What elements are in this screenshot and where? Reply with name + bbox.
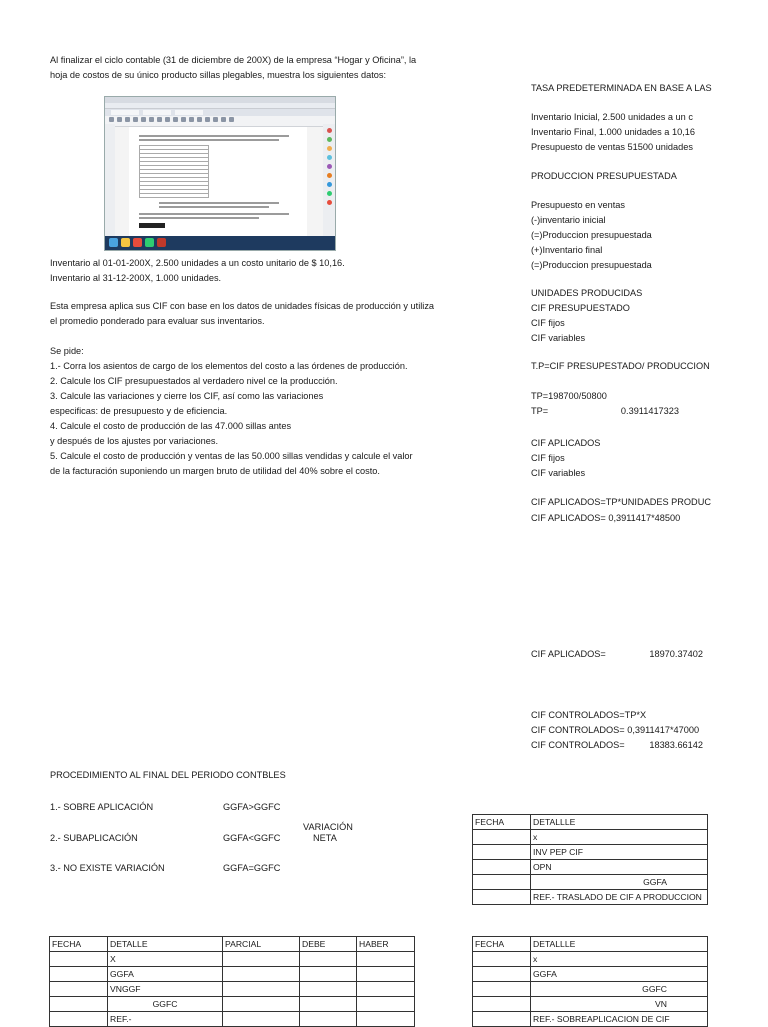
table-row xyxy=(50,982,415,997)
tp-formula: T.P=CIF PRESUPESTADO/ PRODUCCION xyxy=(531,361,710,371)
header-fecha: FECHA xyxy=(50,937,108,952)
table-row xyxy=(50,997,415,1012)
header-detalle: DETALLE xyxy=(108,937,223,952)
controlled-result-value: 18383.66142 xyxy=(649,740,703,750)
case-label-under-application: 2.- SUBAPLICACIÓN xyxy=(50,833,138,843)
inventory-budget-line: Inventario Inicial, 2.500 unidades a un c xyxy=(531,112,693,122)
task-item: 2. Calcule los CIF presupuestados al verdadero nivel ce la producción. xyxy=(50,376,338,386)
cell-detalle: REF.- xyxy=(108,1012,223,1027)
controlled-formula: CIF CONTROLADOS=TP*X xyxy=(531,710,647,720)
table-row xyxy=(50,1012,415,1027)
cell-detalle: x xyxy=(531,952,708,967)
inventory-line-2: Inventario al 31-12-200X, 1.000 unidades. xyxy=(50,273,222,283)
cell-detalle: REF.- TRASLADO DE CIF A PRODUCCION xyxy=(531,890,708,905)
cell-detalle: OPN xyxy=(531,860,708,875)
header-debe: DEBE xyxy=(300,937,357,952)
tasks-list xyxy=(50,344,413,479)
controlled-calc: CIF CONTROLADOS= 0,3911417*47000 xyxy=(531,725,700,735)
inventory-budget-lines xyxy=(531,110,695,155)
applied-result-value: 18970.37402 xyxy=(649,649,703,659)
table-row xyxy=(473,890,708,905)
units-line: UNIDADES PRODUCIDAS xyxy=(531,288,643,298)
header-detalle: DETALLLE xyxy=(531,815,708,830)
tasks-heading: Se pide: xyxy=(50,346,84,356)
cell-detalle: VNGGF xyxy=(108,982,223,997)
table-row xyxy=(473,845,708,860)
inventory-line-1: Inventario al 01-01-200X, 2.500 unidades a un costo unitario de $ 10,16. xyxy=(50,258,345,268)
screenshot-tabbar xyxy=(105,109,335,116)
applied-line: CIF fijos xyxy=(531,453,565,463)
table-row xyxy=(473,860,708,875)
applied-formula: CIF APLICADOS=TP*UNIDADES PRODUC xyxy=(531,497,711,507)
procedure-title: PROCEDIMIENTO AL FINAL DEL PERIODO CONTBLES xyxy=(50,770,286,780)
units-line: CIF variables xyxy=(531,333,586,343)
task-item: de la facturación suponiendo un margen bruto de utilidad del 40% sobre el costo. xyxy=(50,466,380,476)
applied-result-label: CIF APLICADOS= xyxy=(531,649,606,659)
inventory-budget-line: Presupuesto de ventas 51500 unidades xyxy=(531,142,693,152)
case-formula-under-application: GGFA<GGFC xyxy=(223,833,281,843)
cell-detalle: GGFA xyxy=(531,875,708,890)
cell-detalle: X xyxy=(108,952,223,967)
screenshot-taskbar xyxy=(105,236,335,250)
net-label: NETA xyxy=(313,833,337,843)
screenshot-page xyxy=(129,127,307,236)
tp-value: 0.3911417323 xyxy=(620,406,679,416)
table-row xyxy=(473,952,708,967)
table-row xyxy=(473,982,708,997)
case-formula-no-variation: GGFA=GGFC xyxy=(223,863,281,873)
header-parcial: PARCIAL xyxy=(223,937,300,952)
table-header-row xyxy=(473,937,708,952)
production-line: (-)inventario inicial xyxy=(531,215,606,225)
applied-line: CIF APLICADOS xyxy=(531,438,601,448)
cell-detalle: GGFA xyxy=(531,967,708,982)
intro-line-2: hoja de costos de su único producto sillas plegables, muestra los siguientes datos: xyxy=(50,70,387,80)
cell-detalle: GGFC xyxy=(108,997,223,1012)
table-row xyxy=(50,967,415,982)
task-item: especificas: de presupuesto y de eficiencia. xyxy=(50,406,228,416)
applied-lines xyxy=(531,436,600,481)
task-item: 5. Calcule el costo de producción y ventas de las 50.000 sillas vendidas y calcule el valor xyxy=(50,451,413,461)
header-fecha: FECHA xyxy=(473,937,531,952)
units-lines xyxy=(531,286,642,346)
cell-detalle: GGFC xyxy=(531,982,708,997)
production-lines xyxy=(531,198,652,273)
cell-detalle: REF.- SOBREAPLICACION DE CIF xyxy=(531,1012,708,1027)
cell-detalle: INV PEP CIF xyxy=(531,845,708,860)
cell-detalle: VN xyxy=(531,997,708,1012)
journal-table-over-application xyxy=(472,936,708,1027)
tp-calc: TP=198700/50800 xyxy=(531,391,607,401)
table-row xyxy=(473,875,708,890)
inventory-budget-line: Inventario Final, 1.000 unidades a 10,16 xyxy=(531,127,695,137)
controlled-result-label: CIF CONTROLADOS= xyxy=(531,740,625,750)
units-line: CIF PRESUPUESTADO xyxy=(531,303,630,313)
cell-detalle: GGFA xyxy=(108,967,223,982)
tp-label: TP= xyxy=(531,406,549,416)
cif-basis-line-1: Esta empresa aplica sus CIF con base en los datos de unidades físicas de producción y utiliza xyxy=(50,301,435,311)
screenshot-right-panel xyxy=(323,124,335,236)
case-formula-over-application: GGFA>GGFC xyxy=(223,802,281,812)
table-row xyxy=(50,952,415,967)
table-header-row xyxy=(50,937,415,952)
production-line: (+)Inventario final xyxy=(531,245,603,255)
task-item: 1.- Corra los asientos de cargo de los elementos del costo a las órdenes de producción. xyxy=(50,361,408,371)
case-label-no-variation: 3.- NO EXISTE VARIACIÓN xyxy=(50,863,165,873)
header-detalle: DETALLLE xyxy=(531,937,708,952)
units-line: CIF fijos xyxy=(531,318,565,328)
task-item: y después de los ajustes por variaciones. xyxy=(50,436,219,446)
production-line: Presupuesto en ventas xyxy=(531,200,625,210)
table-row xyxy=(473,997,708,1012)
task-item: 4. Calcule el costo de producción de las 47.000 sillas antes xyxy=(50,421,292,431)
table-row xyxy=(473,967,708,982)
variation-label: VARIACIÓN xyxy=(303,822,353,832)
screenshot-left-panel xyxy=(105,124,115,236)
journal-table-applied-transfer xyxy=(472,814,708,905)
production-line: (=)Produccion presupuestada xyxy=(531,230,652,240)
production-title: PRODUCCION PRESUPUESTADA xyxy=(531,171,677,181)
cif-basis-line-2: el promedio ponderado para evaluar sus inventarios. xyxy=(50,316,265,326)
header-haber: HABER xyxy=(357,937,415,952)
task-item: 3. Calcule las variaciones y cierre los CIF, así como las variaciones xyxy=(50,391,324,401)
table-header-row xyxy=(473,815,708,830)
intro-line-1: Al finalizar el ciclo contable (31 de diciembre de 200X) de la empresa “Hogar y Oficina”, la xyxy=(50,55,417,65)
journal-table-main xyxy=(49,936,415,1027)
case-label-over-application: 1.- SOBRE APLICACIÓN xyxy=(50,802,154,812)
applied-line: CIF variables xyxy=(531,468,586,478)
embedded-document-screenshot xyxy=(104,96,336,251)
tasa-title: TASA PREDETERMINADA EN BASE A LAS xyxy=(531,83,712,93)
production-line: (=)Produccion presupuestada xyxy=(531,260,652,270)
applied-calc: CIF APLICADOS= 0,3911417*48500 xyxy=(531,513,681,523)
table-row xyxy=(473,1012,708,1027)
cell-detalle: x xyxy=(531,830,708,845)
table-row xyxy=(473,830,708,845)
screenshot-toolbar xyxy=(105,116,335,127)
header-fecha: FECHA xyxy=(473,815,531,830)
